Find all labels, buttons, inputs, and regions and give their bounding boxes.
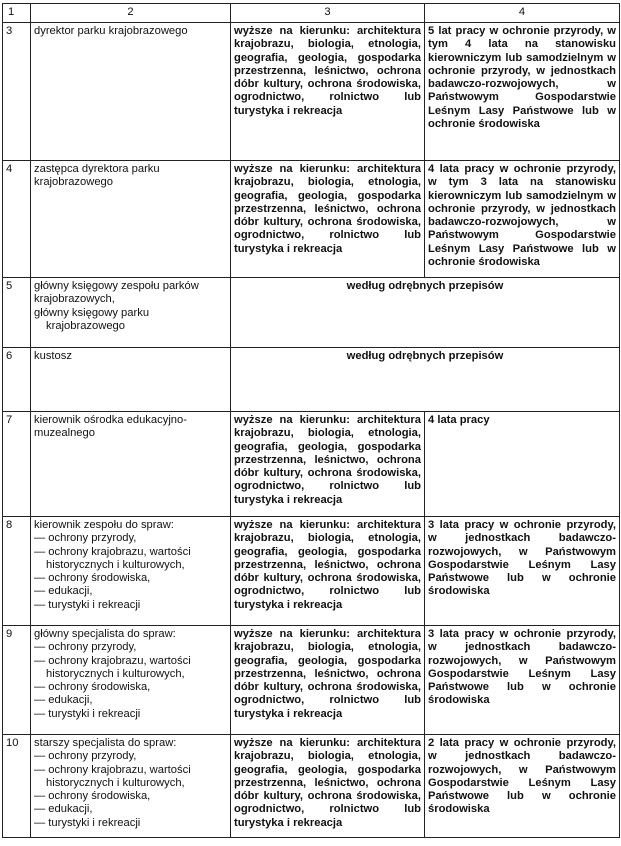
position-name-cell bbox=[31, 278, 231, 348]
position-scope-item: — ochrony przyrody, bbox=[34, 641, 137, 654]
position-scope-item: — ochrony środowiska, bbox=[34, 572, 151, 585]
position-title: zastępca dyrektora parku krajobrazowego bbox=[34, 163, 160, 189]
column-header-3: 3 bbox=[231, 4, 425, 23]
column-header-2: 2 bbox=[31, 4, 231, 23]
position-title: kustosz bbox=[34, 350, 72, 362]
table-row bbox=[3, 348, 620, 412]
experience-requirement-cell: 3 lata pracy w ochronie przyrody, w jednostkach badawczo-rozwojowych, w Państwowym Gospodarstwie Leśnym Lasy Państwowe lub w ochronie środowiska bbox=[425, 517, 620, 626]
position-name-cell bbox=[31, 161, 231, 278]
position-title: dyrektor parku krajobrazowego bbox=[34, 25, 188, 37]
position-scope-item: — ochrony krajobrazu, wartości historycznych i kulturowych, bbox=[34, 545, 191, 571]
row-number: 8 bbox=[3, 517, 31, 626]
education-requirement-cell: wyższe na kierunku: architektura krajobrazu, biologia, etnologia, geografia, geologia, gospodarka przestrzenna, leśnictwo, ochrona dóbr kultury, ochrona środowiska, ogrodnictwo, rolnictwo lub turystyka i rekreacja bbox=[231, 161, 425, 278]
position-title: kierownik zespołu do spraw: bbox=[34, 519, 174, 531]
position-name-cell bbox=[31, 626, 231, 735]
position-scope-item: — ochrony krajobrazu, wartości historycznych i kulturowych, bbox=[34, 654, 191, 680]
position-title: główny specjalista do spraw: bbox=[34, 628, 176, 640]
position-scope-item: — ochrony przyrody, bbox=[34, 750, 137, 763]
position-scope-item: — edukacji, bbox=[34, 694, 93, 707]
education-requirement-cell: wyższe na kierunku: architektura krajobrazu, biologia, etnologia, geografia, geologia, gospodarka przestrzenna, leśnictwo, ochrona dóbr kultury, ochrona środowiska, ogrodnictwo, rolnictwo lub turystyka i rekreacja bbox=[231, 735, 425, 838]
position-name-cell bbox=[31, 517, 231, 626]
row-number: 6 bbox=[3, 348, 31, 412]
position-scope-item: — ochrony przyrody, bbox=[34, 532, 137, 545]
row-number: 4 bbox=[3, 161, 31, 278]
experience-requirement-cell: 4 lata pracy w ochronie przyrody, w tym 3 lata na stanowisku kierowniczym lub samodzielnym w ochronie przyrody, w jednostkach badawczo-rozwojowych, w Państwowym Gospodarstwie Leśnym Lasy Państwowe lub w ochronie środowiska bbox=[425, 161, 620, 278]
position-name-cell bbox=[31, 412, 231, 517]
position-name-cell bbox=[31, 23, 231, 161]
experience-requirement-cell: 4 lata pracy bbox=[425, 412, 620, 517]
table-row bbox=[3, 278, 620, 348]
education-requirement-cell: wyższe na kierunku: architektura krajobrazu, biologia, etnologia, geografia, geologia, gospodarka przestrzenna, leśnictwo, ochrona dóbr kultury, ochrona środowiska, ogrodnictwo, rolnictwo lub turystyka i rekreacja bbox=[231, 412, 425, 517]
experience-requirement-cell: 2 lata pracy w ochronie przyrody, w jednostkach badawczo-rozwojowych, w Państwowym Gospodarstwie Leśnym Lasy Państwowe lub w ochronie środowiska bbox=[425, 735, 620, 838]
row-number: 9 bbox=[3, 626, 31, 735]
table-row bbox=[3, 517, 620, 626]
education-requirement-cell: wyższe na kierunku: architektura krajobrazu, biologia, etnologia, geografia, geologia, gospodarka przestrzenna, leśnictwo, ochrona dóbr kultury, ochrona środowiska, ogrodnictwo, rolnictwo lub turystyka i rekreacja bbox=[231, 626, 425, 735]
position-scope-item: — ochrony środowiska, bbox=[34, 681, 151, 694]
header-row bbox=[3, 4, 620, 23]
position-scope-item: — turystyki i rekreacji bbox=[34, 707, 141, 720]
position-scope-item: — ochrony krajobrazu, wartości historycznych i kulturowych, bbox=[34, 763, 191, 789]
position-name-cell bbox=[31, 348, 231, 412]
position-title: kierownik ośrodka edukacyjno-muzealnego bbox=[34, 414, 187, 440]
position-scope-item: — turystyki i rekreacji bbox=[34, 598, 141, 611]
table-row bbox=[3, 626, 620, 735]
position-name-cell bbox=[31, 735, 231, 838]
education-requirement-cell: wyższe na kierunku: architektura krajobrazu, biologia, etnologia, geografia, geologia, gospodarka przestrzenna, leśnictwo, ochrona dóbr kultury, ochrona środowiska, ogrodnictwo, rolnictwo lub turystyka i rekreacja bbox=[231, 517, 425, 626]
column-header-4: 4 bbox=[425, 4, 620, 23]
row-number: 10 bbox=[3, 735, 31, 838]
table-row bbox=[3, 735, 620, 838]
separate-regulations-cell: według odrębnych przepisów bbox=[231, 278, 620, 348]
position-scope-item: — ochrony środowiska, bbox=[34, 790, 151, 803]
position-scope-item: główny księgowy parku krajobrazowego bbox=[34, 306, 150, 332]
education-requirement-cell: wyższe na kierunku: architektura krajobrazu, biologia, etnologia, geografia, geologia, gospodarka przestrzenna, leśnictwo, ochrona dóbr kultury, ochrona środowiska, ogrodnictwo, rolnictwo lub turystyka i rekreacja bbox=[231, 23, 425, 161]
position-scope-item: — turystyki i rekreacji bbox=[34, 816, 141, 829]
row-number: 3 bbox=[3, 23, 31, 161]
experience-requirement-cell: 5 lat pracy w ochronie przyrody, w tym 4 lata na stanowisku kierowniczym lub samodzielnym w ochronie przyrody, w jednostkach badawczo-rozwojowych, w Państwowym Gospodarstwie Leśnym Lasy Państwowe lub w ochronie środowiska bbox=[425, 23, 620, 161]
table-body bbox=[3, 23, 620, 838]
position-title: starszy specjalista do spraw: bbox=[34, 737, 177, 749]
table-row bbox=[3, 161, 620, 278]
position-title: główny księgowy zespołu parków krajobrazowych, bbox=[34, 280, 199, 306]
separate-regulations-cell: według odrębnych przepisów bbox=[231, 348, 620, 412]
qualifications-table bbox=[2, 3, 620, 838]
position-scope-item: — edukacji, bbox=[34, 585, 93, 598]
table-row bbox=[3, 412, 620, 517]
row-number: 7 bbox=[3, 412, 31, 517]
row-number: 5 bbox=[3, 278, 31, 348]
experience-requirement-cell: 3 lata pracy w ochronie przyrody, w jednostkach badawczo-rozwojowych, w Państwowym Gospodarstwie Leśnym Lasy Państwowe lub w ochronie środowiska bbox=[425, 626, 620, 735]
position-scope-item: — edukacji, bbox=[34, 803, 93, 816]
column-header-1: 1 bbox=[3, 4, 31, 23]
table-row bbox=[3, 23, 620, 161]
